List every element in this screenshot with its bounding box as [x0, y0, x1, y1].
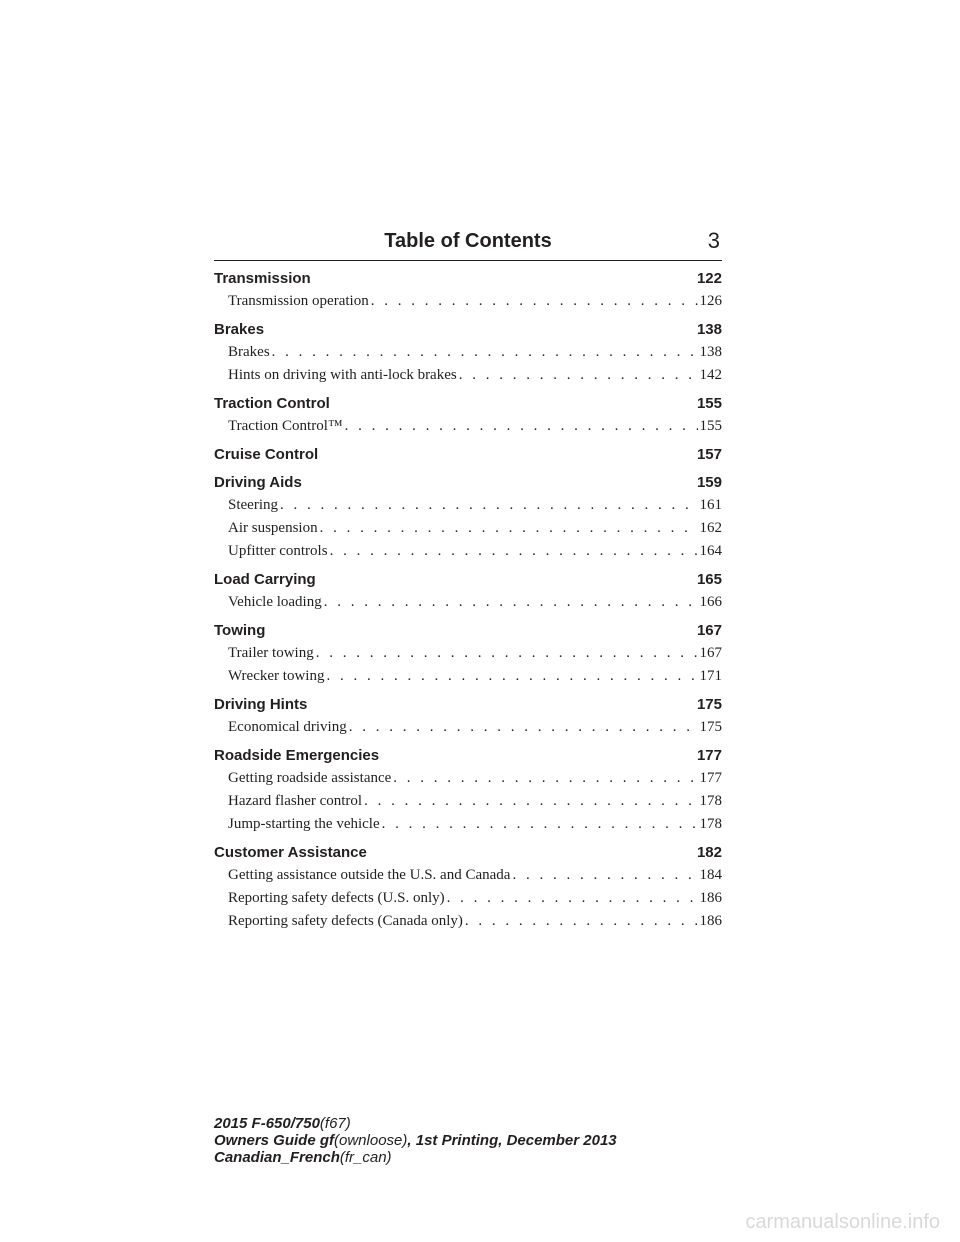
section-page: 155	[696, 395, 722, 412]
entry-title: Getting roadside assistance	[228, 770, 392, 786]
toc-section-heading[interactable]	[214, 472, 722, 494]
table-of-contents	[214, 268, 722, 939]
entry-page: 142	[699, 367, 722, 383]
entry-title: Traction Control™	[228, 418, 343, 434]
toc-entry[interactable]	[228, 716, 722, 739]
dot-leader	[320, 517, 698, 540]
toc-entry[interactable]	[228, 415, 722, 438]
toc-section	[214, 268, 722, 313]
dot-leader	[324, 591, 698, 614]
toc-section	[214, 472, 722, 563]
dot-leader	[371, 290, 698, 313]
toc-entry[interactable]	[228, 290, 722, 313]
toc-section-heading[interactable]	[214, 694, 722, 716]
entry-page: 171	[699, 668, 722, 684]
section-page: 167	[696, 622, 722, 639]
toc-section-heading[interactable]	[214, 745, 722, 767]
toc-section	[214, 620, 722, 688]
toc-section	[214, 694, 722, 739]
dot-leader	[330, 540, 698, 563]
section-title: Roadside Emergencies	[214, 747, 380, 764]
dot-leader	[345, 415, 698, 438]
section-page: 165	[696, 571, 722, 588]
toc-section-heading[interactable]	[214, 444, 722, 466]
entry-title: Hazard flasher control	[228, 793, 363, 809]
section-title: Driving Hints	[214, 696, 308, 713]
entry-title: Reporting safety defects (Canada only)	[228, 913, 463, 929]
toc-entry[interactable]	[228, 767, 722, 790]
section-title: Traction Control	[214, 395, 330, 412]
dot-leader	[326, 665, 697, 688]
toc-section-heading[interactable]	[214, 842, 722, 864]
entry-title: Jump-starting the vehicle	[228, 816, 380, 832]
toc-entry[interactable]	[228, 790, 722, 813]
section-title: Transmission	[214, 270, 311, 287]
entry-title: Steering	[228, 497, 278, 513]
toc-entry[interactable]	[228, 364, 722, 387]
entry-page: 166	[699, 594, 722, 610]
entry-page: 186	[699, 890, 722, 906]
toc-section	[214, 319, 722, 387]
entry-title: Brakes	[228, 344, 270, 360]
footer-line-1: 2015 F-650/750(f67)	[214, 1115, 351, 1132]
section-page: 138	[696, 321, 722, 338]
dot-leader	[316, 642, 698, 665]
section-page: 159	[696, 474, 722, 491]
dot-leader	[447, 887, 698, 910]
entry-page: 161	[699, 497, 722, 513]
dot-leader	[465, 910, 698, 933]
section-page: 182	[696, 844, 722, 861]
section-page: 175	[696, 696, 722, 713]
page-title: Table of Contents	[384, 230, 552, 252]
entry-title: Economical driving	[228, 719, 347, 735]
entry-title: Air suspension	[228, 520, 318, 536]
entry-title: Getting assistance outside the U.S. and Canada	[228, 867, 511, 883]
toc-entry[interactable]	[228, 665, 722, 688]
section-title: Customer Assistance	[214, 844, 367, 861]
entry-page: 138	[699, 344, 722, 360]
section-title: Cruise Control	[214, 446, 319, 463]
toc-entry[interactable]	[228, 910, 722, 933]
toc-section-heading[interactable]	[214, 268, 722, 290]
entry-title: Transmission operation	[228, 293, 369, 309]
dot-leader	[272, 341, 698, 364]
toc-section	[214, 393, 722, 438]
dot-leader	[280, 494, 698, 517]
toc-section-heading[interactable]	[214, 569, 722, 591]
footer	[214, 1115, 774, 1166]
toc-entry[interactable]	[228, 887, 722, 910]
dot-leader	[512, 864, 697, 887]
toc-entry[interactable]	[228, 517, 722, 540]
dot-leader	[393, 767, 697, 790]
entry-title: Vehicle loading	[228, 594, 322, 610]
toc-entry[interactable]	[228, 864, 722, 887]
toc-section	[214, 444, 722, 466]
section-page: 177	[696, 747, 722, 764]
section-page: 122	[696, 270, 722, 287]
toc-entry[interactable]	[228, 341, 722, 364]
footer-line-2: Owners Guide gf(ownloose), 1st Printing, December 2013	[214, 1132, 617, 1149]
watermark: carmanualsonline.info	[745, 1211, 940, 1233]
entry-title: Wrecker towing	[228, 668, 325, 684]
footer-line-3: Canadian_French(fr_can)	[214, 1149, 392, 1166]
entry-page: 164	[699, 543, 722, 559]
section-title: Load Carrying	[214, 571, 316, 588]
section-title: Driving Aids	[214, 474, 302, 491]
entry-page: 186	[699, 913, 722, 929]
entry-title: Trailer towing	[228, 645, 314, 661]
entry-page: 162	[699, 520, 722, 536]
entry-page: 177	[699, 770, 722, 786]
page-header	[214, 228, 722, 261]
entry-page: 178	[699, 793, 722, 809]
toc-entry[interactable]	[228, 494, 722, 517]
toc-entry[interactable]	[228, 540, 722, 563]
section-title: Towing	[214, 622, 266, 639]
toc-section	[214, 569, 722, 614]
section-page: 157	[696, 446, 722, 463]
dot-leader	[349, 716, 698, 739]
entry-page: 178	[699, 816, 722, 832]
entry-title: Upfitter controls	[228, 543, 328, 559]
toc-section-heading[interactable]	[214, 319, 722, 341]
entry-page: 167	[699, 645, 722, 661]
toc-section	[214, 745, 722, 836]
toc-entry[interactable]	[228, 591, 722, 614]
dot-leader	[364, 790, 697, 813]
entry-page: 126	[699, 293, 722, 309]
entry-page: 184	[699, 867, 722, 883]
entry-page: 175	[699, 719, 722, 735]
toc-section-heading[interactable]	[214, 393, 722, 415]
toc-entry[interactable]	[228, 813, 722, 836]
entry-title: Hints on driving with anti-lock brakes	[228, 367, 457, 383]
dot-leader	[459, 364, 698, 387]
entry-page: 155	[699, 418, 722, 434]
entry-title: Reporting safety defects (U.S. only)	[228, 890, 445, 906]
page-number: 3	[707, 228, 720, 253]
toc-section	[214, 842, 722, 933]
dot-leader	[382, 813, 698, 836]
section-title: Brakes	[214, 321, 265, 338]
toc-entry[interactable]	[228, 642, 722, 665]
toc-section-heading[interactable]	[214, 620, 722, 642]
